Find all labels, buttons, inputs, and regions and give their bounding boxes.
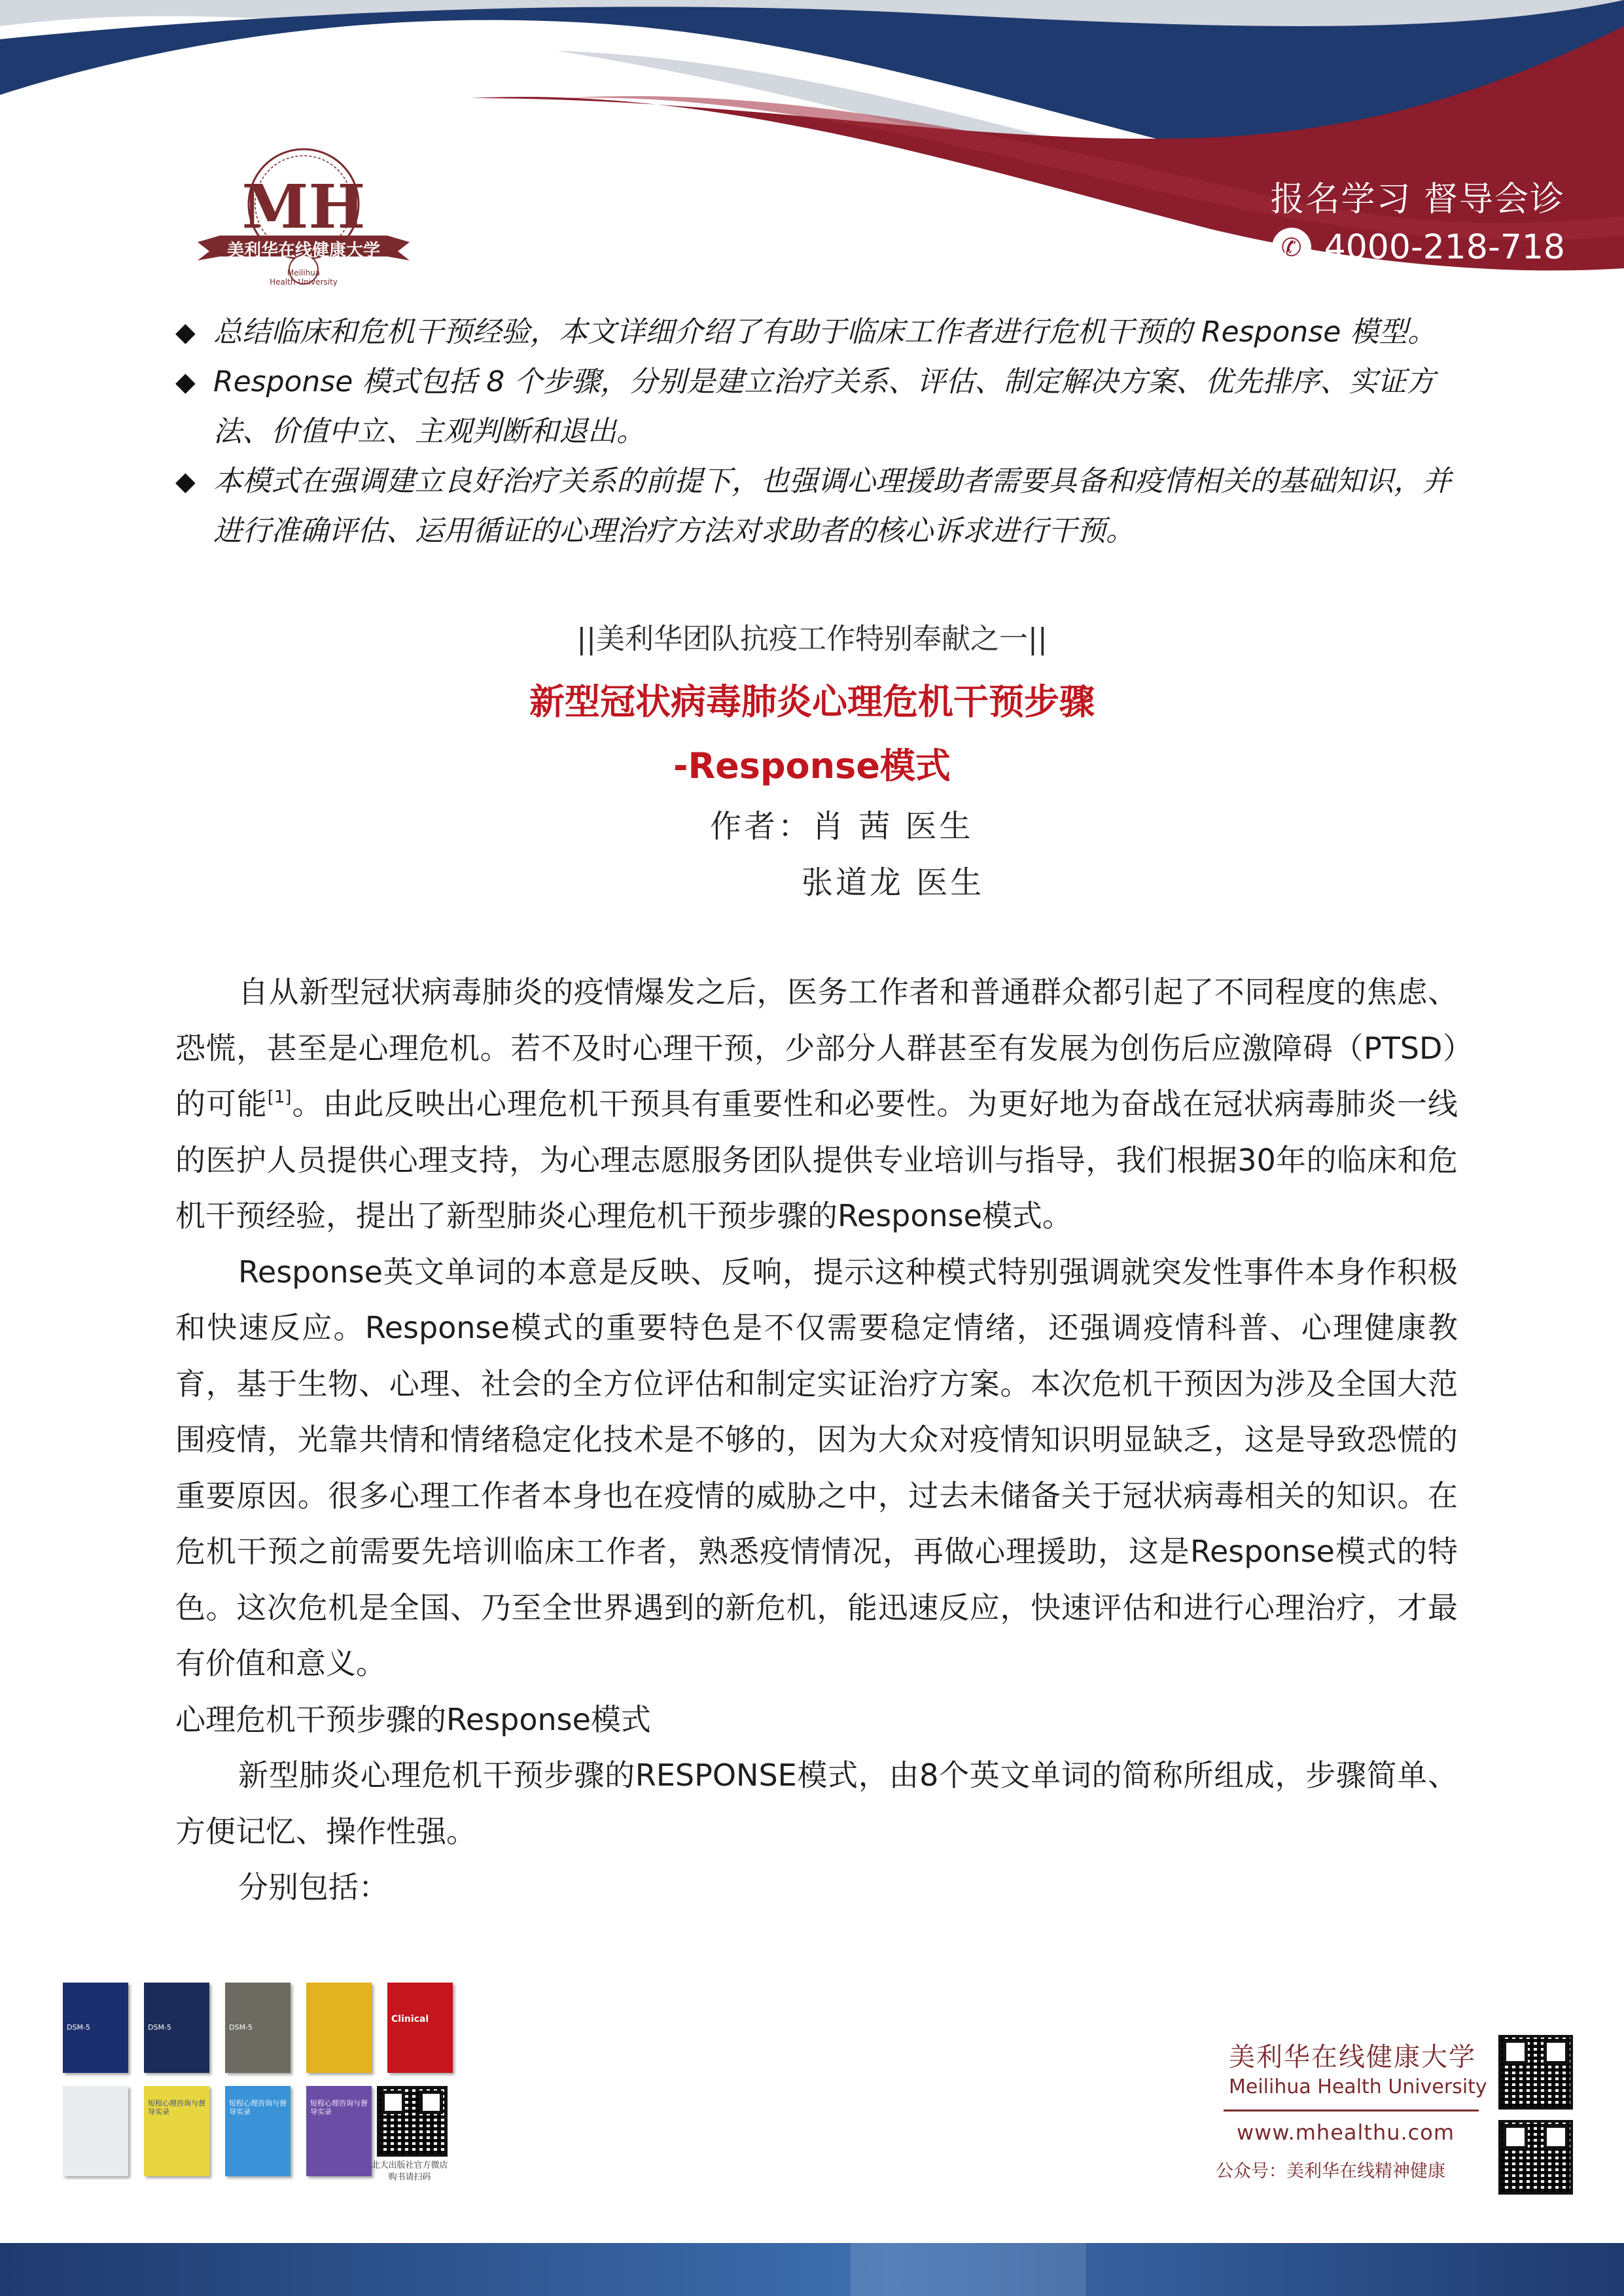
summary-item — [175, 357, 1458, 457]
summary-item — [175, 308, 1458, 357]
book-cover[interactable]: 短程心理咨询与督导实录 — [306, 2086, 372, 2176]
university-logo — [194, 144, 414, 288]
special-dedication-line: ||美利华团队抗疫工作特别奉献之一|| — [576, 622, 1048, 656]
diamond-bullet-icon: ◆ — [175, 367, 196, 397]
citation-ref[interactable]: [1] — [267, 1087, 292, 1107]
wechat-qr-code-icon[interactable] — [1498, 2120, 1573, 2195]
book-cover[interactable] — [306, 1983, 372, 2073]
logo-monogram: MH — [241, 171, 366, 242]
phone-number: 4000-218-718 — [1324, 228, 1565, 267]
university-name-en: Meilihua Health University — [1229, 2075, 1487, 2098]
header-slogan: 报名学习 督导会诊 — [1270, 180, 1565, 219]
diamond-bullet-icon: ◆ — [175, 317, 196, 347]
wechat-account: 公众号：美利华在线精神健康 — [1216, 2161, 1445, 2181]
summary-text: 总结临床和危机干预经验，本文详细介绍了有助于临床工作者进行危机干预的 Response 模型。 — [213, 315, 1437, 349]
footer-bar — [0, 2243, 1624, 2296]
article-subtitle: -Response模式 — [673, 745, 951, 786]
website-link[interactable]: www.mhealthu.com — [1237, 2120, 1455, 2145]
book-cover[interactable]: 短程心理咨询与督导实录 — [144, 2086, 209, 2176]
book-cover[interactable]: DSM-5 — [225, 1983, 291, 2073]
book-cover[interactable]: 短程心理咨询与督导实录 — [225, 2086, 291, 2176]
phone-icon: ✆ — [1272, 228, 1311, 267]
section-heading: 心理危机干预步骤的Response模式 — [175, 1701, 651, 1737]
logo-sub-line1: Meilihua — [287, 268, 321, 277]
book-cover[interactable] — [63, 2086, 128, 2176]
summary-list — [175, 308, 1458, 556]
body-paragraph-1 — [175, 964, 1458, 1245]
book-cover[interactable]: DSM-5 — [144, 1983, 209, 2073]
summary-item — [175, 457, 1458, 556]
article-title: 新型冠状病毒肺炎心理危机干预步骤 — [529, 681, 1095, 722]
p1-text-b: 。由此反映出心理危机干预具有重要性和必要性。为更好地为奋战在冠状病毒肺炎一线的医护人员提供心理支持，为心理志愿服务团队提供专业培训与指导，我们根据30年的临床和危机干预经验，提出了新型肺炎心理危机干预步骤的Response模式。 — [175, 1086, 1458, 1233]
author-line-2: 张道龙 医生 — [802, 864, 985, 901]
body-paragraph-3: 新型肺炎心理危机干预步骤的RESPONSE模式，由8个英文单词的简称所组成，步骤简单、方便记忆、操作性强。 — [175, 1757, 1458, 1849]
website-qr-code-icon[interactable] — [1498, 2035, 1573, 2110]
book-cover[interactable]: DSM-5 — [63, 1983, 128, 2073]
author-line-1: 作者：肖 茜 医生 — [710, 808, 974, 845]
logo-sub-line2: Health University — [270, 277, 338, 287]
book-cover[interactable]: Clinical — [387, 1983, 453, 2073]
header-phone — [1272, 228, 1565, 267]
book-promo[interactable] — [63, 1983, 462, 2185]
store-caption: 购书请扫码 — [388, 2172, 431, 2182]
body-paragraph-2: Response英文单词的本意是反映、反响，提示这种模式特别强调就突发性事件本身作积极和快速反应。Response模式的重要特色是不仅需要稳定情绪，还强调疫情科普、心理健康教育，基于生物、心理、社会的全方位评估和制定实证治疗方案。本次危机干预因为涉及全国大范围疫情，光靠共情和情绪稳定化技术是不够的，因为大众对疫情知识明显缺乏，这是导致恐慌的重要原因。很多心理工作者本身也在疫情的威胁之中，过去未储备关于冠状病毒相关的知识。在危机干预之前需要先培训临床工作者，熟悉疫情情况，再做心理援助，这是Response模式的特色。这次危机是全国、乃至全世界遇到的新危机，能迅速反应，快速评估和进行心理治疗，才最有价值和意义。 — [175, 1254, 1458, 1681]
logo-ribbon-text: 美利华在线健康大学 — [226, 241, 380, 260]
university-name-cn: 美利华在线健康大学 — [1229, 2042, 1476, 2072]
article-body — [175, 964, 1458, 1916]
body-paragraph-4: 分别包括： — [238, 1869, 389, 1905]
p1-text-a: 自从新型冠状病毒肺炎的疫情爆发之后，医务工作者和普通群众都引起了不同程度的焦虑、恐慌，甚至是心理危机。若不及时心理干预，少部分人群甚至有发展为创伤后应激障碍（PTSD）的可能 — [175, 974, 1458, 1122]
summary-text: 本模式在强调建立良好治疗关系的前提下，也强调心理援助者需要具备和疫情相关的基础知识，并进行准确评估、运用循证的心理治疗方法对求助者的核心诉求进行干预。 — [213, 465, 1451, 548]
store-qr-code-icon[interactable] — [377, 2086, 448, 2157]
diamond-bullet-icon: ◆ — [175, 467, 196, 497]
summary-text: Response 模式包括 8 个步骤，分别是建立治疗关系、评估、制定解决方案、优先排序、实证方法、价值中立、主观判断和退出。 — [213, 365, 1436, 448]
footer-divider — [1224, 2110, 1479, 2111]
store-caption: 北大出版社官方微店 — [371, 2161, 448, 2170]
